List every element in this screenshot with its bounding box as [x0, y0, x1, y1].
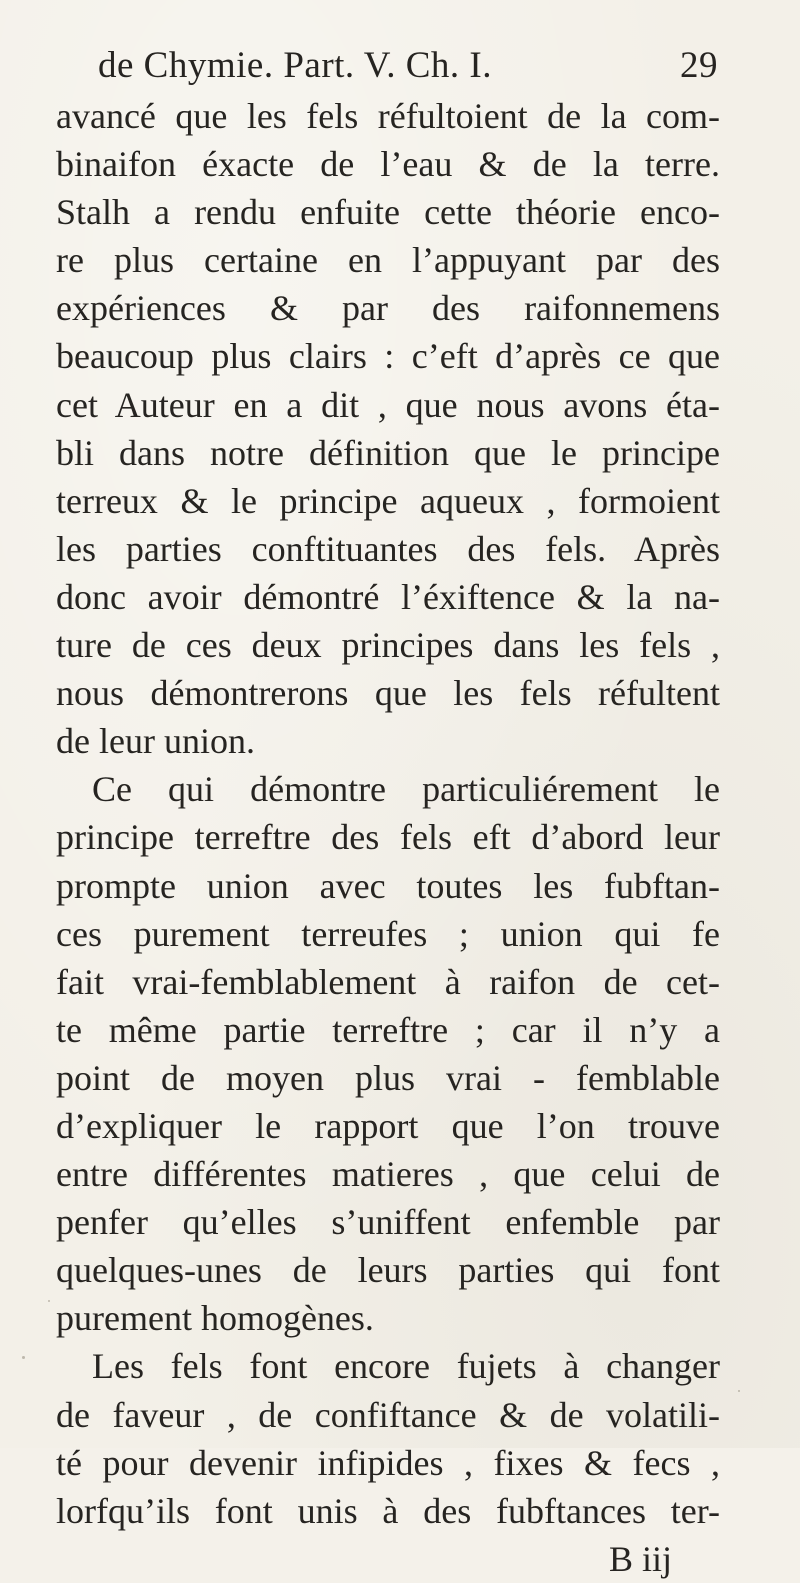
- text-line: lorfqu’ils font unis à des fubftances ter-: [56, 1490, 720, 1531]
- text-line: Ce qui démontre particuliérement le: [92, 769, 720, 810]
- text-line: Stalh a rendu enfuite cette théorie enco-: [56, 192, 720, 233]
- text-line: d’expliquer le rapport que l’on trouve: [56, 1105, 720, 1146]
- text-line: donc avoir démontré l’éxiftence & la na-: [56, 576, 720, 617]
- text-line: beaucoup plus clairs : c’eft d’après ce que: [56, 336, 720, 377]
- text-line: té pour devenir infipides , fixes & fecs ,: [56, 1442, 720, 1483]
- ink-speck: [48, 1300, 50, 1302]
- text-line: binaifon éxacte de l’eau & de la terre.: [56, 144, 720, 185]
- text-line: de leur union.: [56, 721, 255, 762]
- ink-speck: [22, 1356, 25, 1359]
- ink-speck: [738, 1390, 740, 1392]
- text-line: terreux & le principe aqueux , formoient: [56, 480, 720, 521]
- text-line: quelques-unes de leurs parties qui font: [56, 1250, 720, 1291]
- signature-mark: B iij: [608, 1538, 672, 1579]
- text-line: de faveur , de confiftance & de volatili-: [56, 1394, 720, 1435]
- text-line: principe terreftre des fels eft d’abord leur: [56, 817, 720, 858]
- text-line: ces purement terreufes ; union qui fe: [56, 913, 720, 954]
- text-line: prompte union avec toutes les fubftan-: [56, 865, 720, 906]
- text-line: entre différentes matieres , que celui de: [56, 1154, 720, 1195]
- text-line: fait vrai-femblablement à raifon de cet-: [56, 961, 720, 1002]
- running-head: [98, 44, 718, 92]
- text-line: purement homogènes.: [56, 1298, 374, 1339]
- text-line: re plus certaine en l’appuyant par des: [56, 240, 720, 281]
- text-line: expériences & par des raifonnemens: [56, 288, 720, 329]
- text-line: bli dans notre définition que le principe: [56, 432, 720, 473]
- text-line: penfer qu’elles s’uniffent enfemble par: [56, 1202, 720, 1243]
- text-line: ture de ces deux principes dans les fels ,: [56, 625, 720, 666]
- page-number: 29: [680, 45, 718, 86]
- text-line: les parties conftituantes des fels. Après: [56, 528, 720, 569]
- text-line: cet Auteur en a dit , que nous avons éta-: [56, 384, 720, 425]
- text-line: te même partie terreftre ; car il n’y a: [56, 1009, 720, 1050]
- text-line: point de moyen plus vrai - femblable: [56, 1057, 720, 1098]
- text-line: avancé que les fels réfultoient de la com-: [56, 96, 720, 136]
- text-line: nous démontrerons que les fels réfultent: [56, 673, 720, 714]
- body-text: [56, 92, 720, 1583]
- text-line: Les fels font encore fujets à changer: [92, 1346, 720, 1387]
- running-head-title: de Chymie. Part. V. Ch. I.: [98, 45, 492, 86]
